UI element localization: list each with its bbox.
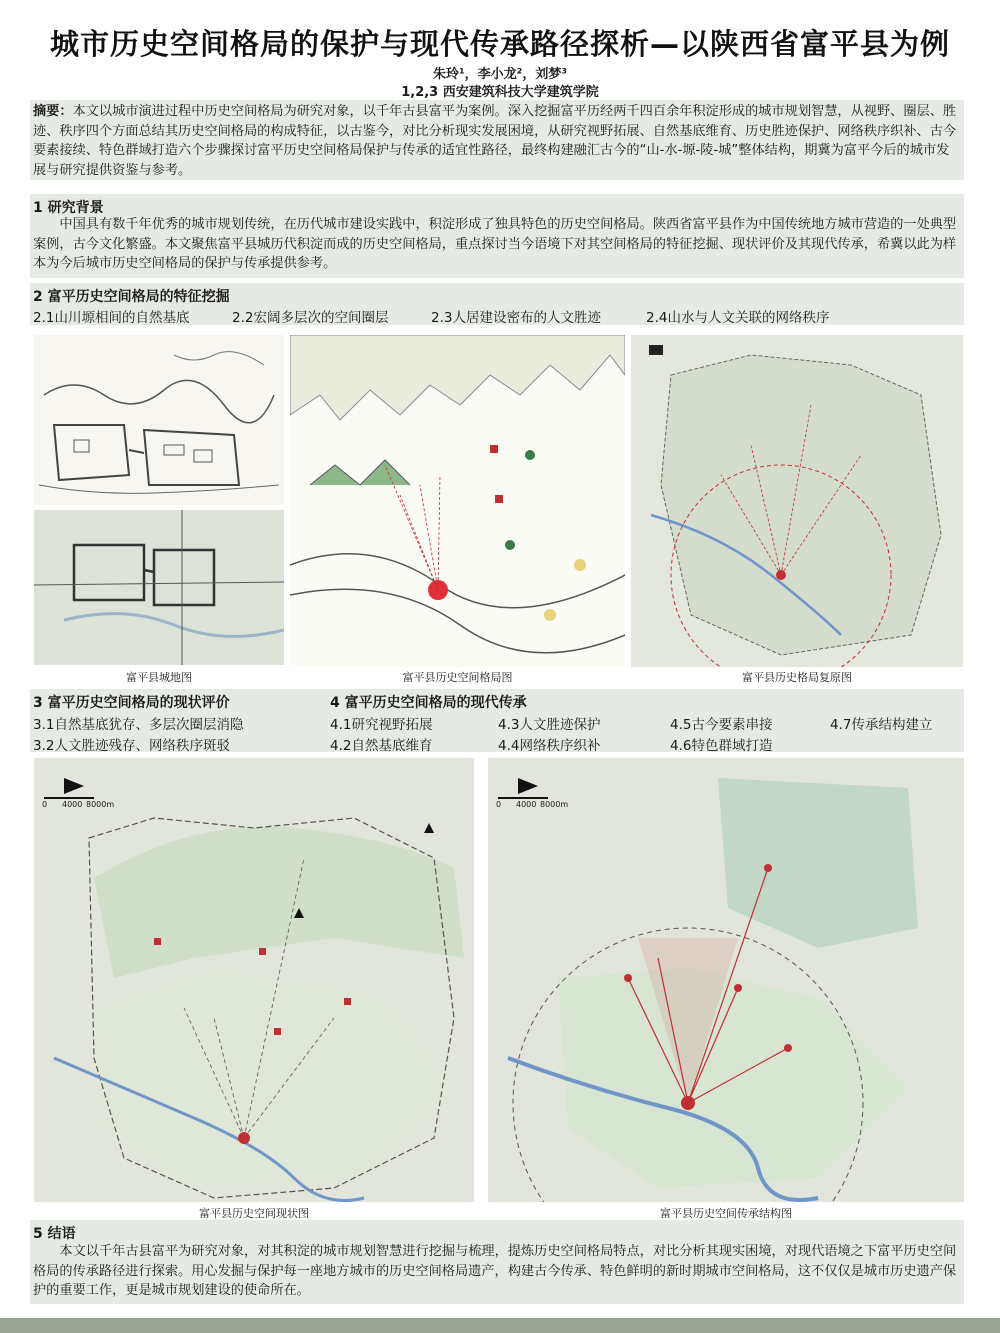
section4-item: 4.3人文胜迹保护 [498, 717, 601, 733]
section4-item: 4.2自然基底维育 [330, 738, 433, 754]
section4-heading: 4 富平历史空间格局的现代传承 [330, 695, 527, 711]
abstract-text: 本文以城市演进过程中历史空间格局为研究对象，以千年古县富平为案例。深入挖掘富平历经两千四百余年积淀形成的城市规划智慧，从视野、圈层、胜迹、秩序四个方面总结其历史空间格局的构成特征，以古鉴今，对比分析现实发展困境，从研究视野拓展、自然基底维育、历史胜迹保护、网络秩序织补、古今要素接续、特色群域打造六个步骤探讨富平历史空间格局保护与传承的适宜性路径，最终构建融汇古今的“山-水-塬-陵-城”整体结构，期冀为富平今后的城市发展与研究提供资鉴与参考。 [33, 104, 957, 178]
section2-heading: 2 富平历史空间格局的特征挖掘 [33, 289, 230, 305]
scale-label: 0 [496, 800, 502, 809]
abstract-label: 摘要： [33, 104, 73, 119]
city-map-drawing [34, 510, 284, 665]
current-status-map [34, 758, 474, 1202]
caption-current-map: 富平县历史空间现状图 [199, 1207, 309, 1220]
current-map-drawing [34, 758, 474, 1202]
section4-item: 4.6特色群域打造 [670, 738, 773, 754]
abstract-block [30, 100, 964, 180]
section2-item: 2.1山川塬相间的自然基底 [33, 310, 190, 326]
section4-item: 4.4网络秩序织补 [498, 738, 601, 754]
section4-item: 4.7传承结构建立 [830, 717, 933, 733]
historic-sketch-map [34, 335, 284, 505]
section5-heading: 5 结语 [33, 1226, 76, 1242]
scale-label: 4000 [62, 800, 83, 809]
section1-heading: 1 研究背景 [33, 200, 104, 216]
caption-pattern-map: 富平县历史空间格局图 [402, 671, 513, 684]
restoration-map-drawing [631, 335, 963, 667]
footer-bar [0, 1318, 1000, 1333]
city-map-image [34, 510, 284, 665]
caption-restoration-map: 富平县历史格局复原图 [742, 671, 852, 684]
section4-item: 4.5古今要素串接 [670, 717, 773, 733]
scale-label: 8000m [86, 800, 115, 809]
scale-label: 8000m [540, 800, 569, 809]
section5-text: 本文以千年古县富平为研究对象，对其积淀的城市规划智慧进行挖掘与梳理，提炼历史空间格局特点，对比分析其现实困境，对现代语境之下富平历史空间格局的传承路径进行探索。用心发掘与保护每一座地方城市的历史空间格局遗产，构建古今传承、特色鲜明的新时期城市空间格局，这不仅仅是城市历史遗产保护的重要工作，更是城市规划建设的使命所在。 [33, 1244, 957, 1298]
scale-label: 4000 [516, 800, 537, 809]
historic-pattern-map [290, 335, 625, 667]
sketch-map-drawing [34, 335, 284, 505]
inheritance-structure-map [488, 758, 964, 1202]
inheritance-map-drawing [488, 758, 964, 1202]
section3-item: 3.1自然基底犹存、多层次圈层消隐 [33, 717, 244, 733]
section2-item: 2.2宏阔多层次的空间圈层 [232, 310, 389, 326]
scale-label: 0 [42, 800, 48, 809]
historic-restoration-map [631, 335, 963, 667]
section2-item: 2.3人居建设密布的人文胜迹 [431, 310, 601, 326]
section3-heading: 3 富平历史空间格局的现状评价 [33, 695, 230, 711]
affiliation: 1,2,3 西安建筑科技大学建筑学院 [401, 85, 599, 100]
section3-item: 3.2人文胜迹残存、网络秩序斑驳 [33, 738, 230, 754]
section2-item: 2.4山水与人文关联的网络秩序 [646, 310, 830, 326]
authors: 朱玲¹，李小龙²，刘梦³ [432, 67, 568, 82]
caption-city-map: 富平县城地图 [126, 671, 192, 684]
pattern-map-drawing [290, 335, 625, 667]
caption-inheritance-map: 富平县历史空间传承结构图 [660, 1207, 792, 1220]
section4-item: 4.1研究视野拓展 [330, 717, 433, 733]
poster-title: 城市历史空间格局的保护与现代传承路径探析—以陕西省富平县为例 [49, 27, 950, 61]
section1-text: 中国具有数千年优秀的城市规划传统，在历代城市建设实践中，积淀形成了独具特色的历史空间格局。陕西省富平县作为中国传统地方城市营造的一处典型案例，古今文化繁盛。本文聚焦富平县城历代积淀而成的历史空间格局，重点探讨当今语境下对其空间格局的特征挖掘、现状评价及其现代传承，希冀以此为样本为今后城市历史空间格局的保护与传承提供参考。 [33, 217, 957, 271]
